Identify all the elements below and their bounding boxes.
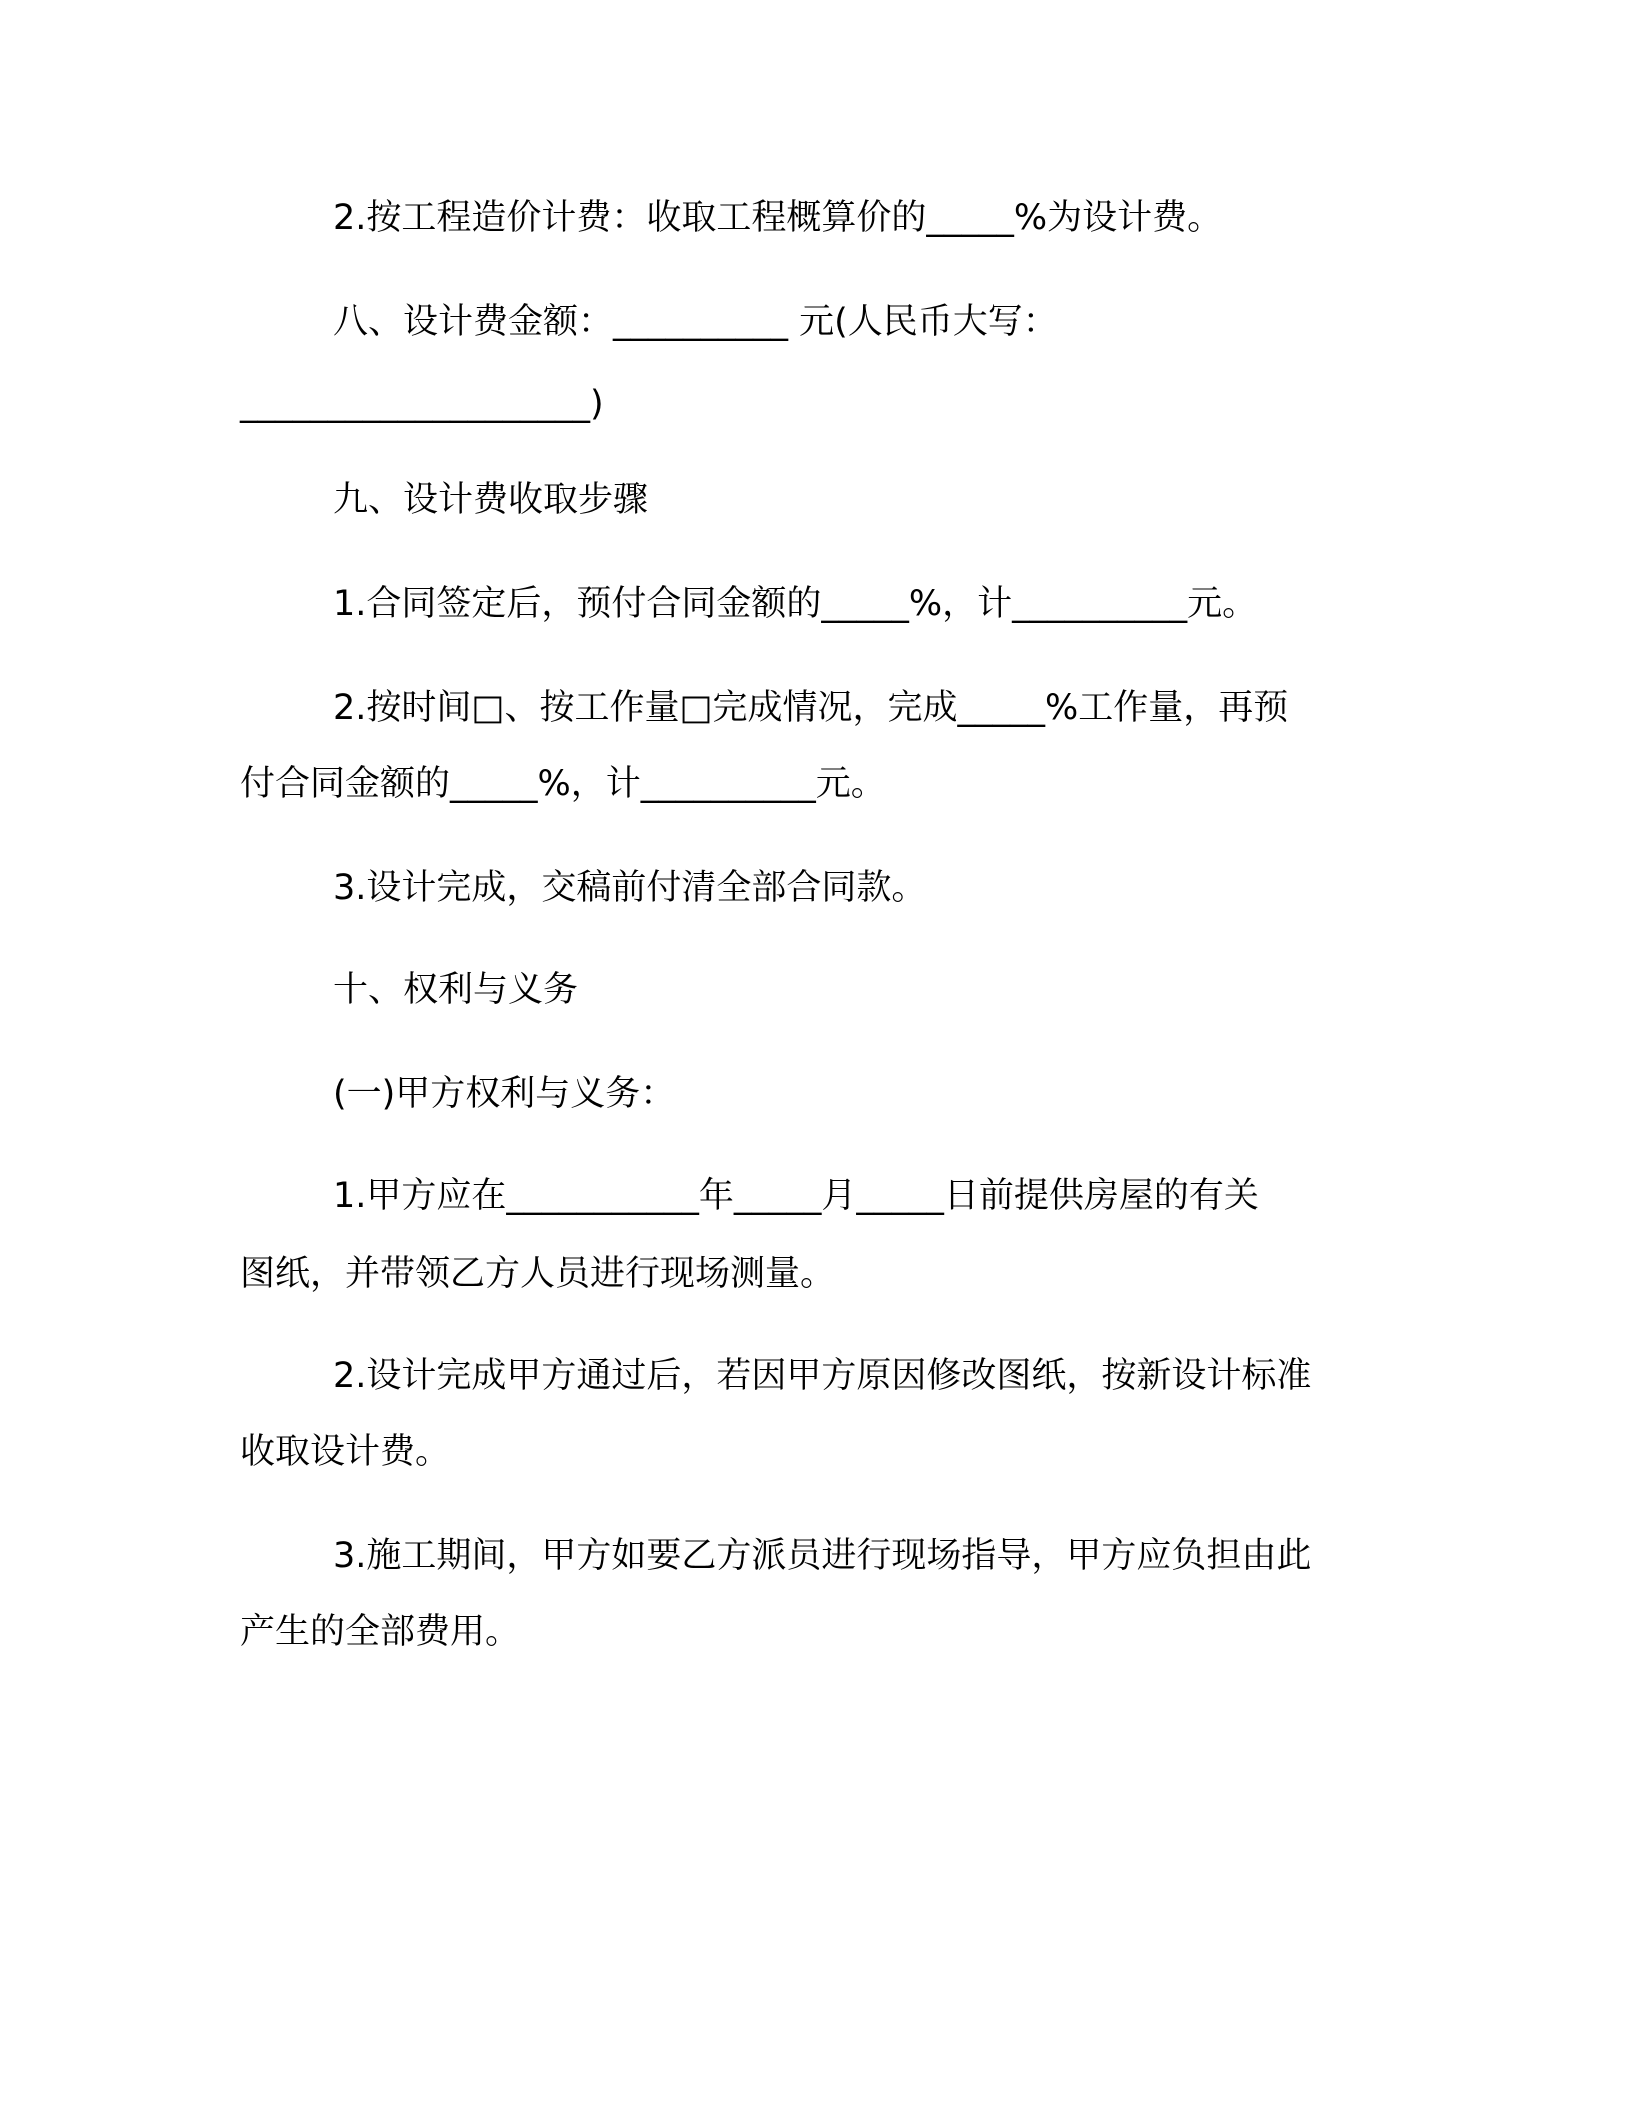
payment-step-3: 3.设计完成，交稿前付清全部合同款。 [333,868,927,908]
section-10-heading: 十、权利与义务 [333,970,579,1010]
party-a-duty-2-line-2: 收取设计费。 [240,1432,451,1472]
payment-step-1: 1.合同签定后，预付合同金额的_____%，计__________元。 [333,584,1258,624]
party-a-duty-3-line-1: 3.施工期间，甲方如要乙方派员进行现场指导，甲方应负担由此 [333,1536,1312,1576]
party-a-duty-1-line-1: 1.甲方应在___________年_____月_____日前提供房屋的有关 [333,1176,1259,1216]
party-a-duty-1-line-2: 图纸，并带领乙方人员进行现场测量。 [240,1254,836,1294]
section-9-heading: 九、设计费收取步骤 [333,480,649,520]
clause-fee-by-cost: 2.按工程造价计费：收取工程概算价的_____%为设计费。 [333,198,1223,238]
fee-amount-in-words-blank: ____________________) [240,384,604,424]
party-a-duty-2-line-1: 2.设计完成甲方通过后，若因甲方原因修改图纸，按新设计标准 [333,1356,1312,1396]
party-a-duty-3-line-2: 产生的全部费用。 [240,1612,521,1652]
payment-step-2-line-1: 2.按时间□、按工作量□完成情况，完成_____%工作量，再预 [333,688,1289,728]
section-8-fee-amount: 八、设计费金额：__________ 元(人民币大写： [333,302,1058,342]
party-a-subheading: (一)甲方权利与义务： [333,1074,676,1114]
payment-step-2-line-2: 付合同金额的_____%，计__________元。 [240,764,886,804]
